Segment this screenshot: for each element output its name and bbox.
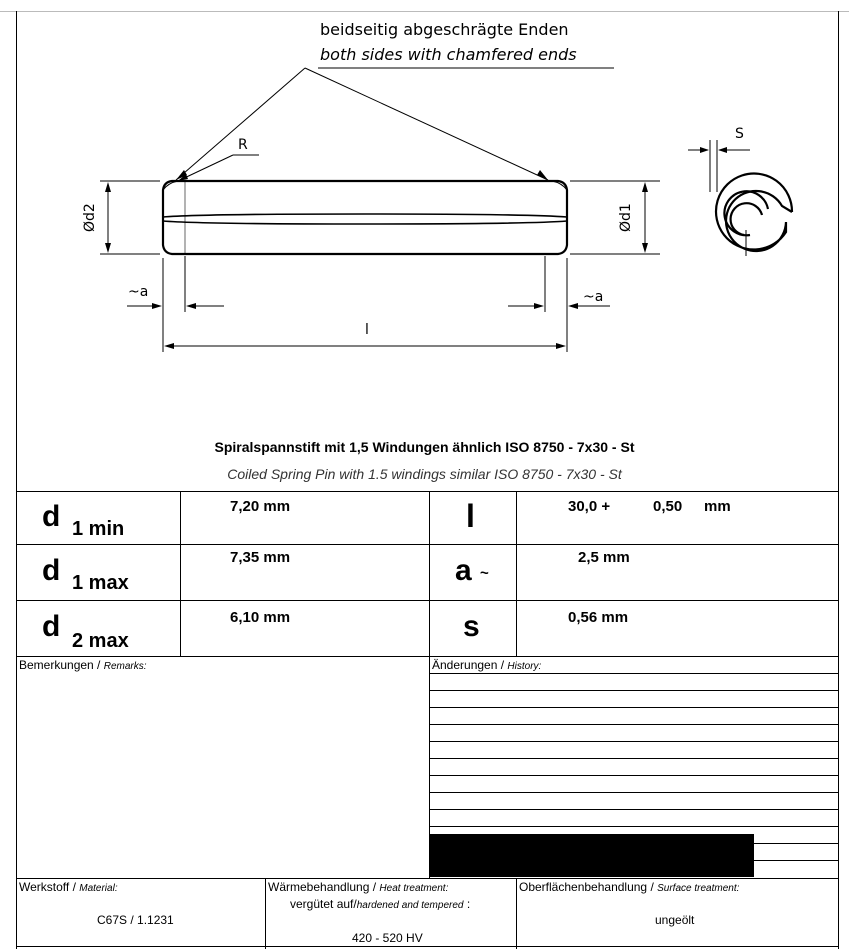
material-value: C67S / 1.1231 — [97, 913, 174, 927]
spec-col-1 — [180, 491, 181, 656]
history-row-line — [429, 673, 838, 674]
spec-a-symbol: a — [455, 554, 472, 587]
title-german: Spiralspannstift mit 1,5 Windungen ähnlich ISO 8750 - 7x30 - St — [214, 439, 635, 455]
spec-d1min-value: 7,20 mm — [230, 498, 291, 515]
heat-treatment-process — [290, 897, 470, 911]
note-english: both sides with chamfered ends — [320, 45, 577, 64]
history-label — [432, 658, 541, 672]
spec-d2max-symbol: d — [42, 610, 61, 643]
surface-label-de: Oberflächenbehandlung / — [519, 880, 654, 894]
history-row-line — [429, 826, 838, 827]
history-label-de: Änderungen / — [432, 658, 505, 672]
title-english: Coiled Spring Pin with 1.5 windings similar ISO 8750 - 7x30 - St — [227, 466, 622, 482]
radius-label: R — [238, 137, 248, 153]
spec-a-subscript: ~ — [480, 565, 489, 582]
history-row-line — [429, 758, 838, 759]
spec-d1max-symbol: d — [42, 554, 61, 587]
spec-d2max-value: 6,10 mm — [230, 609, 291, 626]
heat-treatment-value: 420 - 520 HV — [352, 931, 423, 945]
spec-line-2 — [16, 600, 838, 601]
spec-d1max-value: 7,35 mm — [230, 549, 291, 566]
spec-s-value: 0,56 mm — [568, 609, 629, 626]
history-label-en: History: — [507, 661, 542, 672]
spec-line-1 — [16, 544, 838, 545]
spec-d1min-symbol: d — [42, 500, 61, 533]
d1-label: Ød1 — [618, 203, 634, 232]
remarks-label-de: Bemerkungen / — [19, 658, 101, 672]
history-row-line — [429, 792, 838, 793]
spec-l-symbol: l — [466, 498, 475, 534]
redacted-block — [430, 834, 754, 877]
footer-line-bottom — [16, 946, 838, 947]
history-row-line — [429, 775, 838, 776]
heat-treatment-label-de: Wärmebehandlung / — [268, 880, 377, 894]
surface-label-en: Surface treatment: — [657, 883, 740, 894]
spec-d1min-subscript: 1 min — [72, 518, 125, 540]
remarks-label — [19, 658, 147, 672]
remarks-label-en: Remarks: — [103, 661, 147, 672]
history-row-line — [429, 809, 838, 810]
spec-d1max-subscript: 1 max — [72, 572, 129, 594]
material-label — [19, 880, 118, 894]
d2-label: Ød2 — [82, 203, 98, 232]
history-row-line — [429, 724, 838, 725]
spec-l-value: 30,0 + — [568, 498, 611, 515]
history-row-line — [429, 741, 838, 742]
thickness-label: S — [735, 126, 744, 142]
spec-line-top — [16, 491, 838, 492]
spec-l-unit: mm — [704, 498, 731, 515]
footer-col-2 — [516, 878, 517, 949]
heat-treatment-label — [268, 880, 448, 894]
surface-treatment-value: ungeölt — [655, 913, 695, 927]
spec-col-2 — [429, 491, 430, 878]
material-label-en: Material: — [79, 883, 118, 894]
material-label-de: Werkstoff / — [19, 880, 76, 894]
spec-d2max-subscript: 2 max — [72, 630, 129, 652]
note-german: beidseitig abgeschrägte Enden — [320, 20, 569, 39]
a-right-label: ~a — [583, 289, 604, 305]
a-left-label: ~a — [128, 284, 149, 300]
length-label: l — [365, 322, 369, 338]
spec-s-symbol: s — [463, 610, 480, 643]
footer-line-top — [16, 878, 838, 879]
spec-a-value: 2,5 mm — [578, 549, 630, 566]
history-row-line — [429, 707, 838, 708]
heat-process-colon: : — [466, 897, 471, 911]
surface-treatment-label — [519, 880, 739, 894]
spec-l-tolerance: 0,50 — [653, 498, 683, 515]
spec-line-3 — [16, 656, 838, 657]
heat-process-en: hardened and tempered — [356, 900, 464, 911]
history-row-line — [429, 690, 838, 691]
heat-process-de: vergütet auf/ — [290, 897, 357, 911]
heat-treatment-label-en: Heat treatment: — [379, 883, 449, 894]
footer-col-1 — [265, 878, 266, 949]
spec-col-3 — [516, 491, 517, 656]
